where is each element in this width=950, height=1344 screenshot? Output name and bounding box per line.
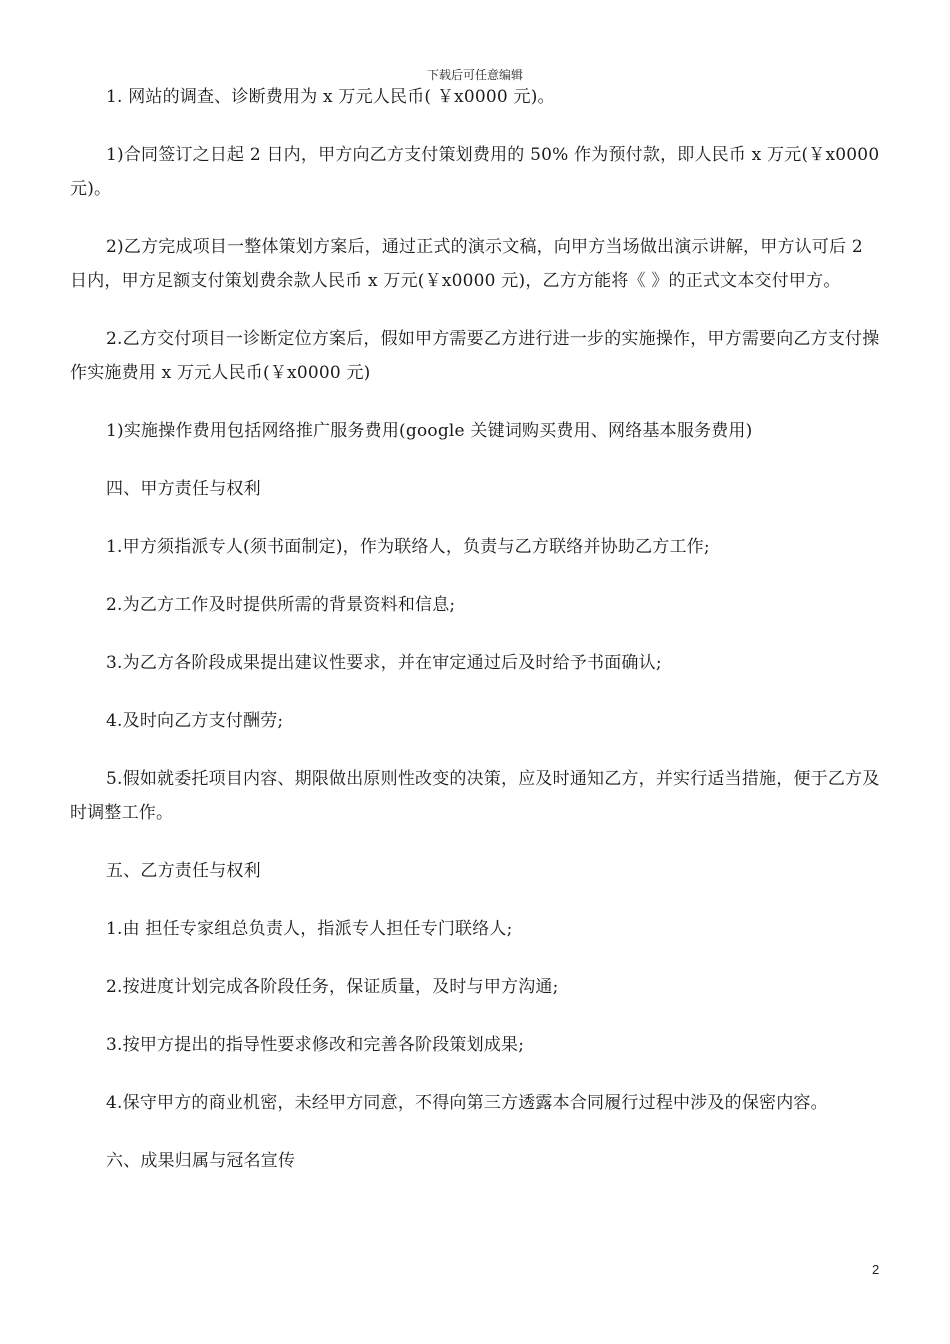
section-heading-party-a: 四、甲方责任与权利 [106, 479, 261, 499]
party-b-item-4: 4.保守甲方的商业机密，未经甲方同意，不得向第三方透露本合同履行过程中涉及的保密内容。 [106, 1093, 828, 1113]
page-number: 2 [872, 1262, 880, 1277]
paragraph-balance-payment: 2)乙方完成项目一整体策划方案后，通过正式的演示文稿，向甲方当场做出演示讲解，甲方认可后 2 日内，甲方足额支付策划费余款人民币 x 万元(￥x0000 元)，乙方方能将《 》的正式文本交付甲方。 [70, 237, 863, 291]
paragraph-implementation-fee: 2.乙方交付项目一诊断定位方案后，假如甲方需要乙方进行进一步的实施操作，甲方需要向乙方支付操作实施费用 x 万元人民币(￥x0000 元) [70, 329, 880, 383]
party-b-item-3: 3.按甲方提出的指导性要求修改和完善各阶段策划成果; [106, 1035, 525, 1055]
section-heading-party-b: 五、乙方责任与权利 [106, 861, 261, 881]
paragraph-implementation-scope: 1)实施操作费用包括网络推广服务费用(google 关键词购买费用、网络基本服务费用) [106, 421, 753, 441]
party-a-item-1: 1.甲方须指派专人(须书面制定)，作为联络人，负责与乙方联络并协助乙方工作; [106, 537, 710, 557]
document-body [70, 80, 885, 1202]
party-b-item-2: 2.按进度计划完成各阶段任务，保证质量，及时与甲方沟通; [106, 977, 559, 997]
party-a-item-2: 2.为乙方工作及时提供所需的背景资料和信息; [106, 595, 456, 615]
party-a-item-4: 4.及时向乙方支付酬劳; [106, 711, 284, 731]
party-a-item-3: 3.为乙方各阶段成果提出建议性要求，并在审定通过后及时给予书面确认; [106, 653, 662, 673]
paragraph-fee-total: 1. 网站的调查、诊断费用为 x 万元人民币( ￥x0000 元)。 [106, 87, 555, 107]
download-note: 下载后可任意编辑 [426, 68, 523, 82]
party-a-item-5: 5.假如就委托项目内容、期限做出原则性改变的决策，应及时通知乙方，并实行适当措施，便于乙方及时调整工作。 [70, 769, 880, 823]
party-b-item-1: 1.由 担任专家组总负责人，指派专人担任专门联络人; [106, 919, 513, 939]
paragraph-prepayment: 1)合同签订之日起 2 日内，甲方向乙方支付策划费用的 50% 作为预付款，即人民币 x 万元(￥x0000 元)。 [70, 145, 880, 199]
section-heading-ownership: 六、成果归属与冠名宣传 [106, 1151, 296, 1171]
